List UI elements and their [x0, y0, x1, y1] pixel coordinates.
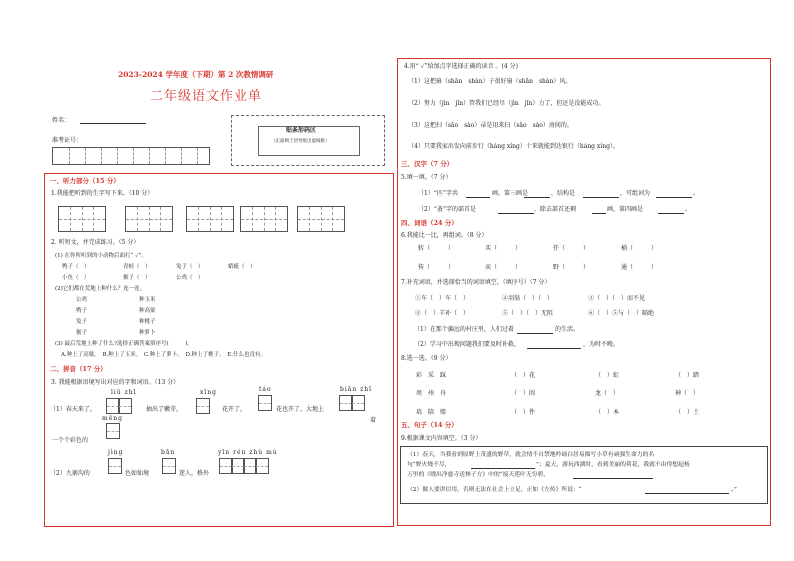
pinyin-xing: xīng	[200, 389, 218, 396]
section-1-title: 一、听力部分（15 分）	[50, 177, 120, 185]
q7-r2-c1[interactable]: ④（ ）羊补（ ）	[415, 310, 470, 317]
q5-1-c: ，结构是	[551, 190, 576, 197]
q8-r1-b3[interactable]: （ ）踏	[675, 372, 700, 379]
answer-box-meng[interactable]	[106, 423, 120, 439]
q6-r1-c1[interactable]: 转（ ）	[418, 245, 455, 252]
q8-text: 8.选一选。（9 分）	[401, 355, 452, 362]
section-2-title: 二、拼音（17 分）	[50, 365, 107, 373]
pinyin-jing: jìng	[108, 449, 124, 456]
q6-r2-c1[interactable]: 传（ ）	[418, 264, 455, 271]
q5-1-blank-1[interactable]	[466, 197, 490, 198]
q8-r1-b2[interactable]: （ ）虹	[595, 372, 620, 379]
q8-r1-b1[interactable]: （ ）花	[511, 372, 536, 379]
q5-2-c: 画，第四画是	[607, 206, 644, 213]
animal-frog[interactable]: 青蛙（ ）	[123, 264, 151, 270]
dictation-box-5[interactable]	[297, 206, 345, 232]
dictation-box-1[interactable]	[58, 206, 106, 232]
name-label: 姓名：	[52, 117, 71, 124]
q8-r3-b2[interactable]: （ ）本	[595, 409, 620, 416]
q3-line3-c: 迷人，格外	[179, 470, 210, 477]
q3-line1-b: 抽出了嫩芽，	[146, 406, 183, 413]
match-right-4[interactable]: 种萝卜	[139, 330, 156, 336]
q3-line3-b: 色如仙境	[125, 470, 150, 477]
q3-line1-d: 花也开了。大地上	[276, 406, 325, 413]
dictation-box-3[interactable]	[186, 206, 234, 232]
section-5-title: 五、句子（14 分）	[401, 421, 458, 429]
q2-text: 2. 听短文，并完成练习。（5 分）	[51, 239, 140, 246]
q2c-text: (3) 最后荒地上种了什么?选择正确答案填序号( )。	[55, 341, 193, 347]
q4-text: 4.用“ ✓”给加点字选择正确的读音 。(4 分)	[404, 63, 518, 70]
q9-2-blank[interactable]	[645, 493, 729, 494]
q6-r2-c3[interactable]: 野（ ）	[553, 264, 590, 271]
q8-r3-chars: 培 陪 赔	[416, 409, 447, 416]
q1-text: 1.我能把听到的生字写下来。（10 分）	[51, 190, 154, 197]
q7-r2-c3[interactable]: ⑥（ ）⑤与（ ）隔绝	[588, 310, 655, 317]
dictation-box-4[interactable]	[240, 206, 288, 232]
q8-r2-b1[interactable]: （ ）围	[511, 390, 536, 397]
section-4-title: 四、词语（24 分）	[401, 219, 458, 227]
q5-2-blank-1[interactable]	[498, 213, 534, 214]
q9-1-blank-1[interactable]	[471, 468, 535, 469]
q5-1-blank-2[interactable]	[524, 197, 550, 198]
q7-r2-c2[interactable]: ⑤（ ）（ ）无阻	[502, 310, 554, 317]
q5-1-e: 。	[693, 190, 700, 197]
q8-r3-b1[interactable]: （ ）件	[511, 409, 536, 416]
answer-box-zhi[interactable]	[118, 398, 132, 414]
q5-2-b: ，除去部首还剩	[534, 206, 577, 213]
q7-1-text: （1）在那个偏远的村庄里，人们过着	[414, 326, 514, 333]
q4-4[interactable]: （4）只要我家出发向前步行（háng xíng）十来就能到达银行（háng xíng）。	[408, 143, 619, 150]
answer-box-tao[interactable]	[258, 395, 272, 411]
q9-2-end: 。”	[731, 487, 737, 493]
q6-r1-c2[interactable]: 买（ ）	[485, 245, 522, 252]
name-field[interactable]	[80, 123, 146, 124]
q5-2-blank-3[interactable]	[658, 213, 684, 214]
pinyin-tao: táo	[259, 386, 272, 393]
pinyin-ban: bān	[161, 449, 176, 456]
q5-1-blank-3[interactable]	[583, 197, 619, 198]
q3-line2: 一个个彩色的	[52, 437, 89, 444]
answer-box-jing[interactable]	[108, 458, 122, 474]
answer-box-zhi2[interactable]	[351, 395, 365, 411]
q2b-text: (2)它们都在荒地上种什么？连一连。	[55, 286, 146, 292]
match-right-2[interactable]: 种高粱	[139, 308, 156, 314]
q9-1-line3: 万里的《晓出净慈寺送林子方》中的“接天莲叶无穷碧，	[407, 472, 550, 478]
q3-line3-a: （2）九寨沟的	[50, 470, 90, 477]
animal-rooster[interactable]: 公鸡（ ）	[176, 275, 204, 281]
answer-box-ban[interactable]	[162, 458, 176, 474]
answer-box-mu[interactable]	[255, 458, 269, 474]
q8-r1-chars: 彩 采 踩	[416, 372, 447, 379]
q8-r2-chars: 周 州 舟	[416, 390, 447, 397]
animal-dragonfly[interactable]: 蜻蜓（ ）	[228, 264, 256, 270]
q7-2-end: ，为时不晚。	[583, 341, 620, 348]
q7-text: 7.补充词语，并选择恰当的词语填空。（填序号）（7 分）	[401, 279, 551, 286]
pinyin-yinrenzhumu: yīn rén zhù mù	[218, 449, 278, 456]
match-left-4[interactable]: 猴子	[76, 330, 88, 336]
q3-line1-a: （1）春天来了，	[50, 406, 96, 413]
q8-r3-b3[interactable]: （ ）土	[675, 409, 700, 416]
q7-r1-c2[interactable]: ②羽翁（ ）（ ）	[502, 295, 554, 302]
q5-text: 5.填一填。（7 分）	[401, 174, 452, 181]
section-3-title: 三、汉字（7 分）	[401, 160, 454, 168]
page-title: 二年级语文作业单	[150, 89, 263, 104]
match-right-3[interactable]: 种桃子	[139, 319, 156, 325]
q7-1-end: 的生活。	[555, 326, 580, 333]
barcode-title: 贴条形码区	[286, 127, 317, 134]
q5-2-d: 。	[685, 206, 692, 213]
q5-2-blank-2[interactable]	[592, 213, 606, 214]
pinyin-liuzhi: liǔ zhī	[111, 389, 137, 396]
q7-2-text: （2）学习中出现问题我们要及时补救，	[414, 341, 520, 348]
q3-line1-c: 花开了，	[222, 406, 247, 413]
pinyin-bianzhi: biān zhī	[340, 386, 373, 393]
exam-no-grid[interactable]	[52, 147, 210, 165]
q9-1-blank-2[interactable]	[573, 478, 653, 479]
pinyin-meng: měng	[102, 415, 123, 422]
q7-2-blank[interactable]	[527, 348, 581, 349]
exam-no-label: 准考证号：	[52, 137, 83, 144]
match-left-3[interactable]: 兔子	[76, 319, 88, 325]
q9-1-line2-b: ”；夏天，游玩西湖时，看到美丽的荷花，我就不由得想起杨	[536, 462, 690, 468]
q4-3[interactable]: （3）这把扫（sǎo sào）帚是用来扫（sǎo sào）房间的。	[408, 122, 573, 129]
q6-r2-c4[interactable]: 通（ ）	[621, 264, 658, 271]
q8-r2-b2[interactable]: 龙（ ）	[595, 390, 620, 397]
q6-r1-c4[interactable]: 桶（ ）	[621, 245, 658, 252]
q5-2-a: （2）“蚤”字的部首是	[418, 206, 476, 213]
q6-r1-c3[interactable]: 仟（ ）	[553, 245, 590, 252]
q7-r1-c3[interactable]: ③（ ）（ ）而不见	[588, 295, 646, 302]
q7-1-blank[interactable]	[517, 333, 553, 334]
q9-2-text: （2）做人要讲信用，否则无法在社会上立足，正如《左传》所说：“	[407, 487, 582, 493]
q2a-text: (1) 在你所听到的小动物后面打“ ✓”。	[55, 253, 147, 259]
q3-text: 3. 我能根据语境写出对应的字和词语。（13 分）	[51, 379, 180, 386]
animal-rabbit[interactable]: 兔子（ ）	[176, 264, 204, 270]
match-left-1[interactable]: 公鸡	[76, 297, 88, 303]
match-left-2[interactable]: 鸭子	[76, 308, 88, 314]
q6-text: 6.我能比一比，再组词。（8 分）	[401, 232, 488, 239]
animal-monkey[interactable]: 猴子（ ）	[123, 275, 151, 281]
q4-2[interactable]: （2）努力（jìn jǐn）管我们已经尽（jìn jǐn）力了，但还是没能成功。	[408, 100, 605, 107]
q3-line1-end: 着	[370, 417, 377, 424]
barcode-note: （正面朝上切勿贴出虚线框）	[271, 139, 330, 144]
q6-r2-c2[interactable]: 卖（ ）	[485, 264, 522, 271]
q5-1-blank-4[interactable]	[656, 197, 692, 198]
q2c-options: A.种上了高粱。 B.种上了玉米。 C.种上了萝卜。 D.种上了桃子。 E.什么也没有。	[61, 352, 266, 358]
q8-r2-b3[interactable]: 神（ ）	[675, 390, 700, 397]
q5-1-a: （1）“匹”字共	[418, 190, 458, 197]
answer-box-xing[interactable]	[196, 398, 210, 414]
q9-text: 9.根据课文内容填空。（3 分）	[401, 435, 482, 442]
match-right-1[interactable]: 种玉米	[139, 297, 156, 303]
dictation-box-2[interactable]	[125, 206, 173, 232]
animal-duck[interactable]: 鸭子（ ）	[62, 264, 90, 270]
q4-1[interactable]: （1）这把扇（shān shàn）子很好扇（shān shàn）风。	[408, 78, 572, 85]
q7-r1-c1[interactable]: ①车（ ）车（ ）	[415, 295, 470, 302]
q5-1-d: ，可组词为	[620, 190, 651, 197]
exam-title: 2023-2024 学年度（下期）第 2 次教情调研	[118, 70, 274, 79]
q9-1-line1: （1）春天，当我看到原野上茂盛的野草，就会情不自禁地吟诵白居易描写小草有顽强生命力的名	[407, 452, 655, 458]
q5-1-b: 画，第三画是	[492, 190, 529, 197]
animal-fish[interactable]: 小鱼（ ）	[62, 275, 90, 281]
q9-1-line2-a: 句“野火烧不尽，	[407, 462, 451, 468]
